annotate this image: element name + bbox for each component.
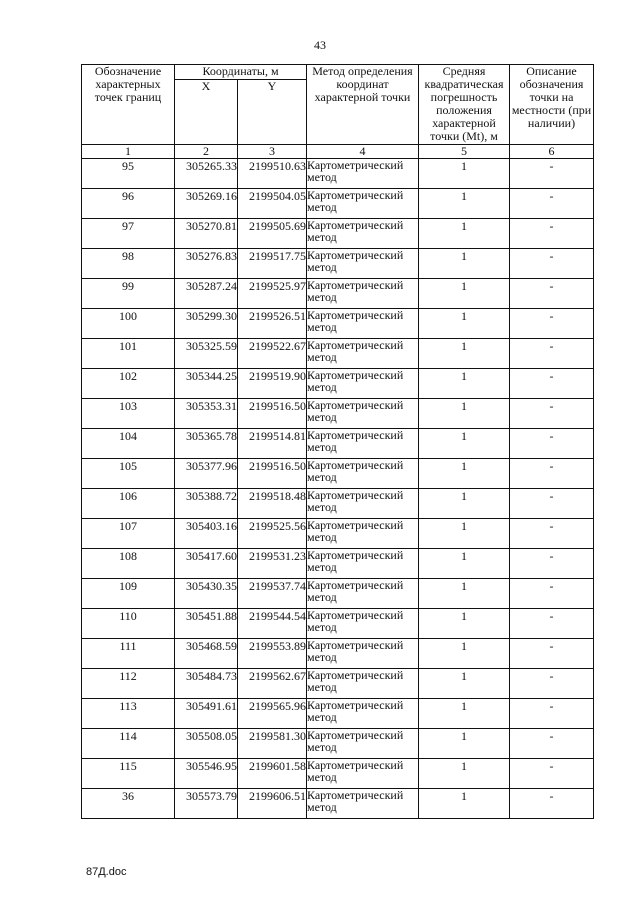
mean-square-error: 1 bbox=[419, 249, 510, 279]
method-text: Картометрический метод bbox=[307, 489, 419, 519]
coordinate-x: 305365.78 bbox=[175, 429, 238, 459]
table-row bbox=[82, 339, 594, 369]
method-text: Картометрический метод bbox=[307, 549, 419, 579]
mean-square-error: 1 bbox=[419, 549, 510, 579]
point-description: - bbox=[510, 249, 594, 279]
method-text: Картометрический метод bbox=[307, 159, 419, 189]
header-row-1 bbox=[82, 65, 594, 80]
coordinate-y: 2199537.74 bbox=[238, 579, 307, 609]
coordinate-y: 2199553.89 bbox=[238, 639, 307, 669]
coordinate-y: 2199518.48 bbox=[238, 489, 307, 519]
mean-square-error: 1 bbox=[419, 609, 510, 639]
point-designation: 107 bbox=[82, 519, 175, 549]
method-text: Картометрический метод bbox=[307, 759, 419, 789]
method-text: Картометрический метод bbox=[307, 519, 419, 549]
table-row bbox=[82, 549, 594, 579]
mean-square-error: 1 bbox=[419, 669, 510, 699]
point-description: - bbox=[510, 279, 594, 309]
coordinate-y: 2199505.69 bbox=[238, 219, 307, 249]
point-designation: 106 bbox=[82, 489, 175, 519]
coordinate-y: 2199565.96 bbox=[238, 699, 307, 729]
coordinate-x: 305451.88 bbox=[175, 609, 238, 639]
coordinate-y: 2199525.97 bbox=[238, 279, 307, 309]
method-text: Картометрический метод bbox=[307, 249, 419, 279]
coordinate-x: 305353.31 bbox=[175, 399, 238, 429]
table-row bbox=[82, 189, 594, 219]
table-row bbox=[82, 729, 594, 759]
method-text: Картометрический метод bbox=[307, 459, 419, 489]
point-description: - bbox=[510, 159, 594, 189]
coordinate-x: 305573.79 bbox=[175, 789, 238, 819]
method-text: Картометрический метод bbox=[307, 309, 419, 339]
coordinate-x: 305430.35 bbox=[175, 579, 238, 609]
coordinate-x: 305468.59 bbox=[175, 639, 238, 669]
table-row bbox=[82, 699, 594, 729]
point-description: - bbox=[510, 339, 594, 369]
column-number: 5 bbox=[419, 145, 510, 159]
method-text: Картометрический метод bbox=[307, 369, 419, 399]
point-designation: 112 bbox=[82, 669, 175, 699]
coordinate-y: 2199516.50 bbox=[238, 459, 307, 489]
point-designation: 99 bbox=[82, 279, 175, 309]
point-designation: 104 bbox=[82, 429, 175, 459]
column-number: 2 bbox=[175, 145, 238, 159]
coordinate-y: 2199531.23 bbox=[238, 549, 307, 579]
point-description: - bbox=[510, 399, 594, 429]
point-designation: 98 bbox=[82, 249, 175, 279]
coordinate-y: 2199526.51 bbox=[238, 309, 307, 339]
table-row bbox=[82, 609, 594, 639]
header-error: Средняя квадратическая погрешность положения характерной точки (Mt), м bbox=[419, 65, 510, 145]
table-body bbox=[82, 159, 594, 819]
coordinate-x: 305388.72 bbox=[175, 489, 238, 519]
point-description: - bbox=[510, 459, 594, 489]
table-row bbox=[82, 759, 594, 789]
point-designation: 113 bbox=[82, 699, 175, 729]
coordinate-y: 2199519.90 bbox=[238, 369, 307, 399]
mean-square-error: 1 bbox=[419, 489, 510, 519]
coordinate-x: 305287.24 bbox=[175, 279, 238, 309]
mean-square-error: 1 bbox=[419, 399, 510, 429]
point-description: - bbox=[510, 729, 594, 759]
point-designation: 100 bbox=[82, 309, 175, 339]
coordinate-y: 2199516.50 bbox=[238, 399, 307, 429]
coordinate-x: 305508.05 bbox=[175, 729, 238, 759]
mean-square-error: 1 bbox=[419, 309, 510, 339]
method-text: Картометрический метод bbox=[307, 699, 419, 729]
coordinate-y: 2199522.67 bbox=[238, 339, 307, 369]
method-text: Картометрический метод bbox=[307, 399, 419, 429]
page-number: 43 bbox=[314, 38, 326, 52]
point-description: - bbox=[510, 639, 594, 669]
method-text: Картометрический метод bbox=[307, 789, 419, 819]
coordinate-y: 2199601.58 bbox=[238, 759, 307, 789]
point-designation: 103 bbox=[82, 399, 175, 429]
coordinate-y: 2199514.81 bbox=[238, 429, 307, 459]
point-description: - bbox=[510, 549, 594, 579]
point-designation: 36 bbox=[82, 789, 175, 819]
point-description: - bbox=[510, 759, 594, 789]
point-description: - bbox=[510, 519, 594, 549]
table-row bbox=[82, 669, 594, 699]
point-description: - bbox=[510, 429, 594, 459]
mean-square-error: 1 bbox=[419, 159, 510, 189]
method-text: Картометрический метод bbox=[307, 669, 419, 699]
coordinate-x: 305417.60 bbox=[175, 549, 238, 579]
point-designation: 114 bbox=[82, 729, 175, 759]
mean-square-error: 1 bbox=[419, 189, 510, 219]
coordinate-y: 2199562.67 bbox=[238, 669, 307, 699]
table-row bbox=[82, 639, 594, 669]
method-text: Картометрический метод bbox=[307, 189, 419, 219]
table-row bbox=[82, 519, 594, 549]
header-coordinates: Координаты, м bbox=[175, 65, 307, 80]
table-row bbox=[82, 219, 594, 249]
table-row bbox=[82, 459, 594, 489]
point-description: - bbox=[510, 699, 594, 729]
coordinate-x: 305484.73 bbox=[175, 669, 238, 699]
coordinate-x: 305270.81 bbox=[175, 219, 238, 249]
mean-square-error: 1 bbox=[419, 579, 510, 609]
coordinate-y: 2199581.30 bbox=[238, 729, 307, 759]
header-x: X bbox=[175, 80, 238, 145]
mean-square-error: 1 bbox=[419, 369, 510, 399]
mean-square-error: 1 bbox=[419, 279, 510, 309]
coordinate-y: 2199525.56 bbox=[238, 519, 307, 549]
mean-square-error: 1 bbox=[419, 459, 510, 489]
coordinates-table bbox=[81, 64, 594, 819]
mean-square-error: 1 bbox=[419, 789, 510, 819]
mean-square-error: 1 bbox=[419, 699, 510, 729]
coordinate-y: 2199517.75 bbox=[238, 249, 307, 279]
coordinate-x: 305344.25 bbox=[175, 369, 238, 399]
point-description: - bbox=[510, 489, 594, 519]
coordinate-x: 305403.16 bbox=[175, 519, 238, 549]
table-row bbox=[82, 309, 594, 339]
coordinate-x: 305299.30 bbox=[175, 309, 238, 339]
table-row bbox=[82, 249, 594, 279]
point-designation: 96 bbox=[82, 189, 175, 219]
table-row bbox=[82, 579, 594, 609]
point-description: - bbox=[510, 609, 594, 639]
header-point-designation: Обозначение характерных точек границ bbox=[82, 65, 175, 145]
point-designation: 97 bbox=[82, 219, 175, 249]
header-y: Y bbox=[238, 80, 307, 145]
coordinate-y: 2199544.54 bbox=[238, 609, 307, 639]
method-text: Картометрический метод bbox=[307, 339, 419, 369]
mean-square-error: 1 bbox=[419, 639, 510, 669]
mean-square-error: 1 bbox=[419, 519, 510, 549]
coordinate-x: 305325.59 bbox=[175, 339, 238, 369]
mean-square-error: 1 bbox=[419, 219, 510, 249]
coordinate-y: 2199606.51 bbox=[238, 789, 307, 819]
header-method: Метод определения координат характерной точки bbox=[307, 65, 419, 145]
mean-square-error: 1 bbox=[419, 339, 510, 369]
method-text: Картометрический метод bbox=[307, 729, 419, 759]
point-description: - bbox=[510, 189, 594, 219]
point-description: - bbox=[510, 579, 594, 609]
table-row bbox=[82, 489, 594, 519]
coordinate-x: 305546.95 bbox=[175, 759, 238, 789]
header-description: Описание обозначения точки на местности (при наличии) bbox=[510, 65, 594, 145]
method-text: Картометрический метод bbox=[307, 639, 419, 669]
column-number-row bbox=[82, 145, 594, 159]
point-description: - bbox=[510, 369, 594, 399]
coordinate-y: 2199510.63 bbox=[238, 159, 307, 189]
coordinate-y: 2199504.05 bbox=[238, 189, 307, 219]
mean-square-error: 1 bbox=[419, 429, 510, 459]
table-row bbox=[82, 429, 594, 459]
table-row bbox=[82, 369, 594, 399]
point-description: - bbox=[510, 309, 594, 339]
mean-square-error: 1 bbox=[419, 759, 510, 789]
point-description: - bbox=[510, 219, 594, 249]
point-designation: 110 bbox=[82, 609, 175, 639]
coordinate-x: 305276.83 bbox=[175, 249, 238, 279]
point-designation: 115 bbox=[82, 759, 175, 789]
table-row bbox=[82, 399, 594, 429]
point-designation: 105 bbox=[82, 459, 175, 489]
point-designation: 102 bbox=[82, 369, 175, 399]
point-designation: 109 bbox=[82, 579, 175, 609]
method-text: Картометрический метод bbox=[307, 579, 419, 609]
method-text: Картометрический метод bbox=[307, 219, 419, 249]
mean-square-error: 1 bbox=[419, 729, 510, 759]
coordinate-x: 305265.33 bbox=[175, 159, 238, 189]
point-designation: 111 bbox=[82, 639, 175, 669]
point-description: - bbox=[510, 789, 594, 819]
point-designation: 108 bbox=[82, 549, 175, 579]
point-description: - bbox=[510, 669, 594, 699]
method-text: Картометрический метод bbox=[307, 279, 419, 309]
column-number: 3 bbox=[238, 145, 307, 159]
column-number: 1 bbox=[82, 145, 175, 159]
method-text: Картометрический метод bbox=[307, 609, 419, 639]
coordinate-x: 305269.16 bbox=[175, 189, 238, 219]
column-number: 4 bbox=[307, 145, 419, 159]
column-number: 6 bbox=[510, 145, 594, 159]
table-row bbox=[82, 279, 594, 309]
point-designation: 95 bbox=[82, 159, 175, 189]
coordinate-x: 305491.61 bbox=[175, 699, 238, 729]
coordinate-x: 305377.96 bbox=[175, 459, 238, 489]
footer-filename: 87Д.doc bbox=[86, 866, 127, 878]
table-row bbox=[82, 159, 594, 189]
table-row bbox=[82, 789, 594, 819]
method-text: Картометрический метод bbox=[307, 429, 419, 459]
point-designation: 101 bbox=[82, 339, 175, 369]
